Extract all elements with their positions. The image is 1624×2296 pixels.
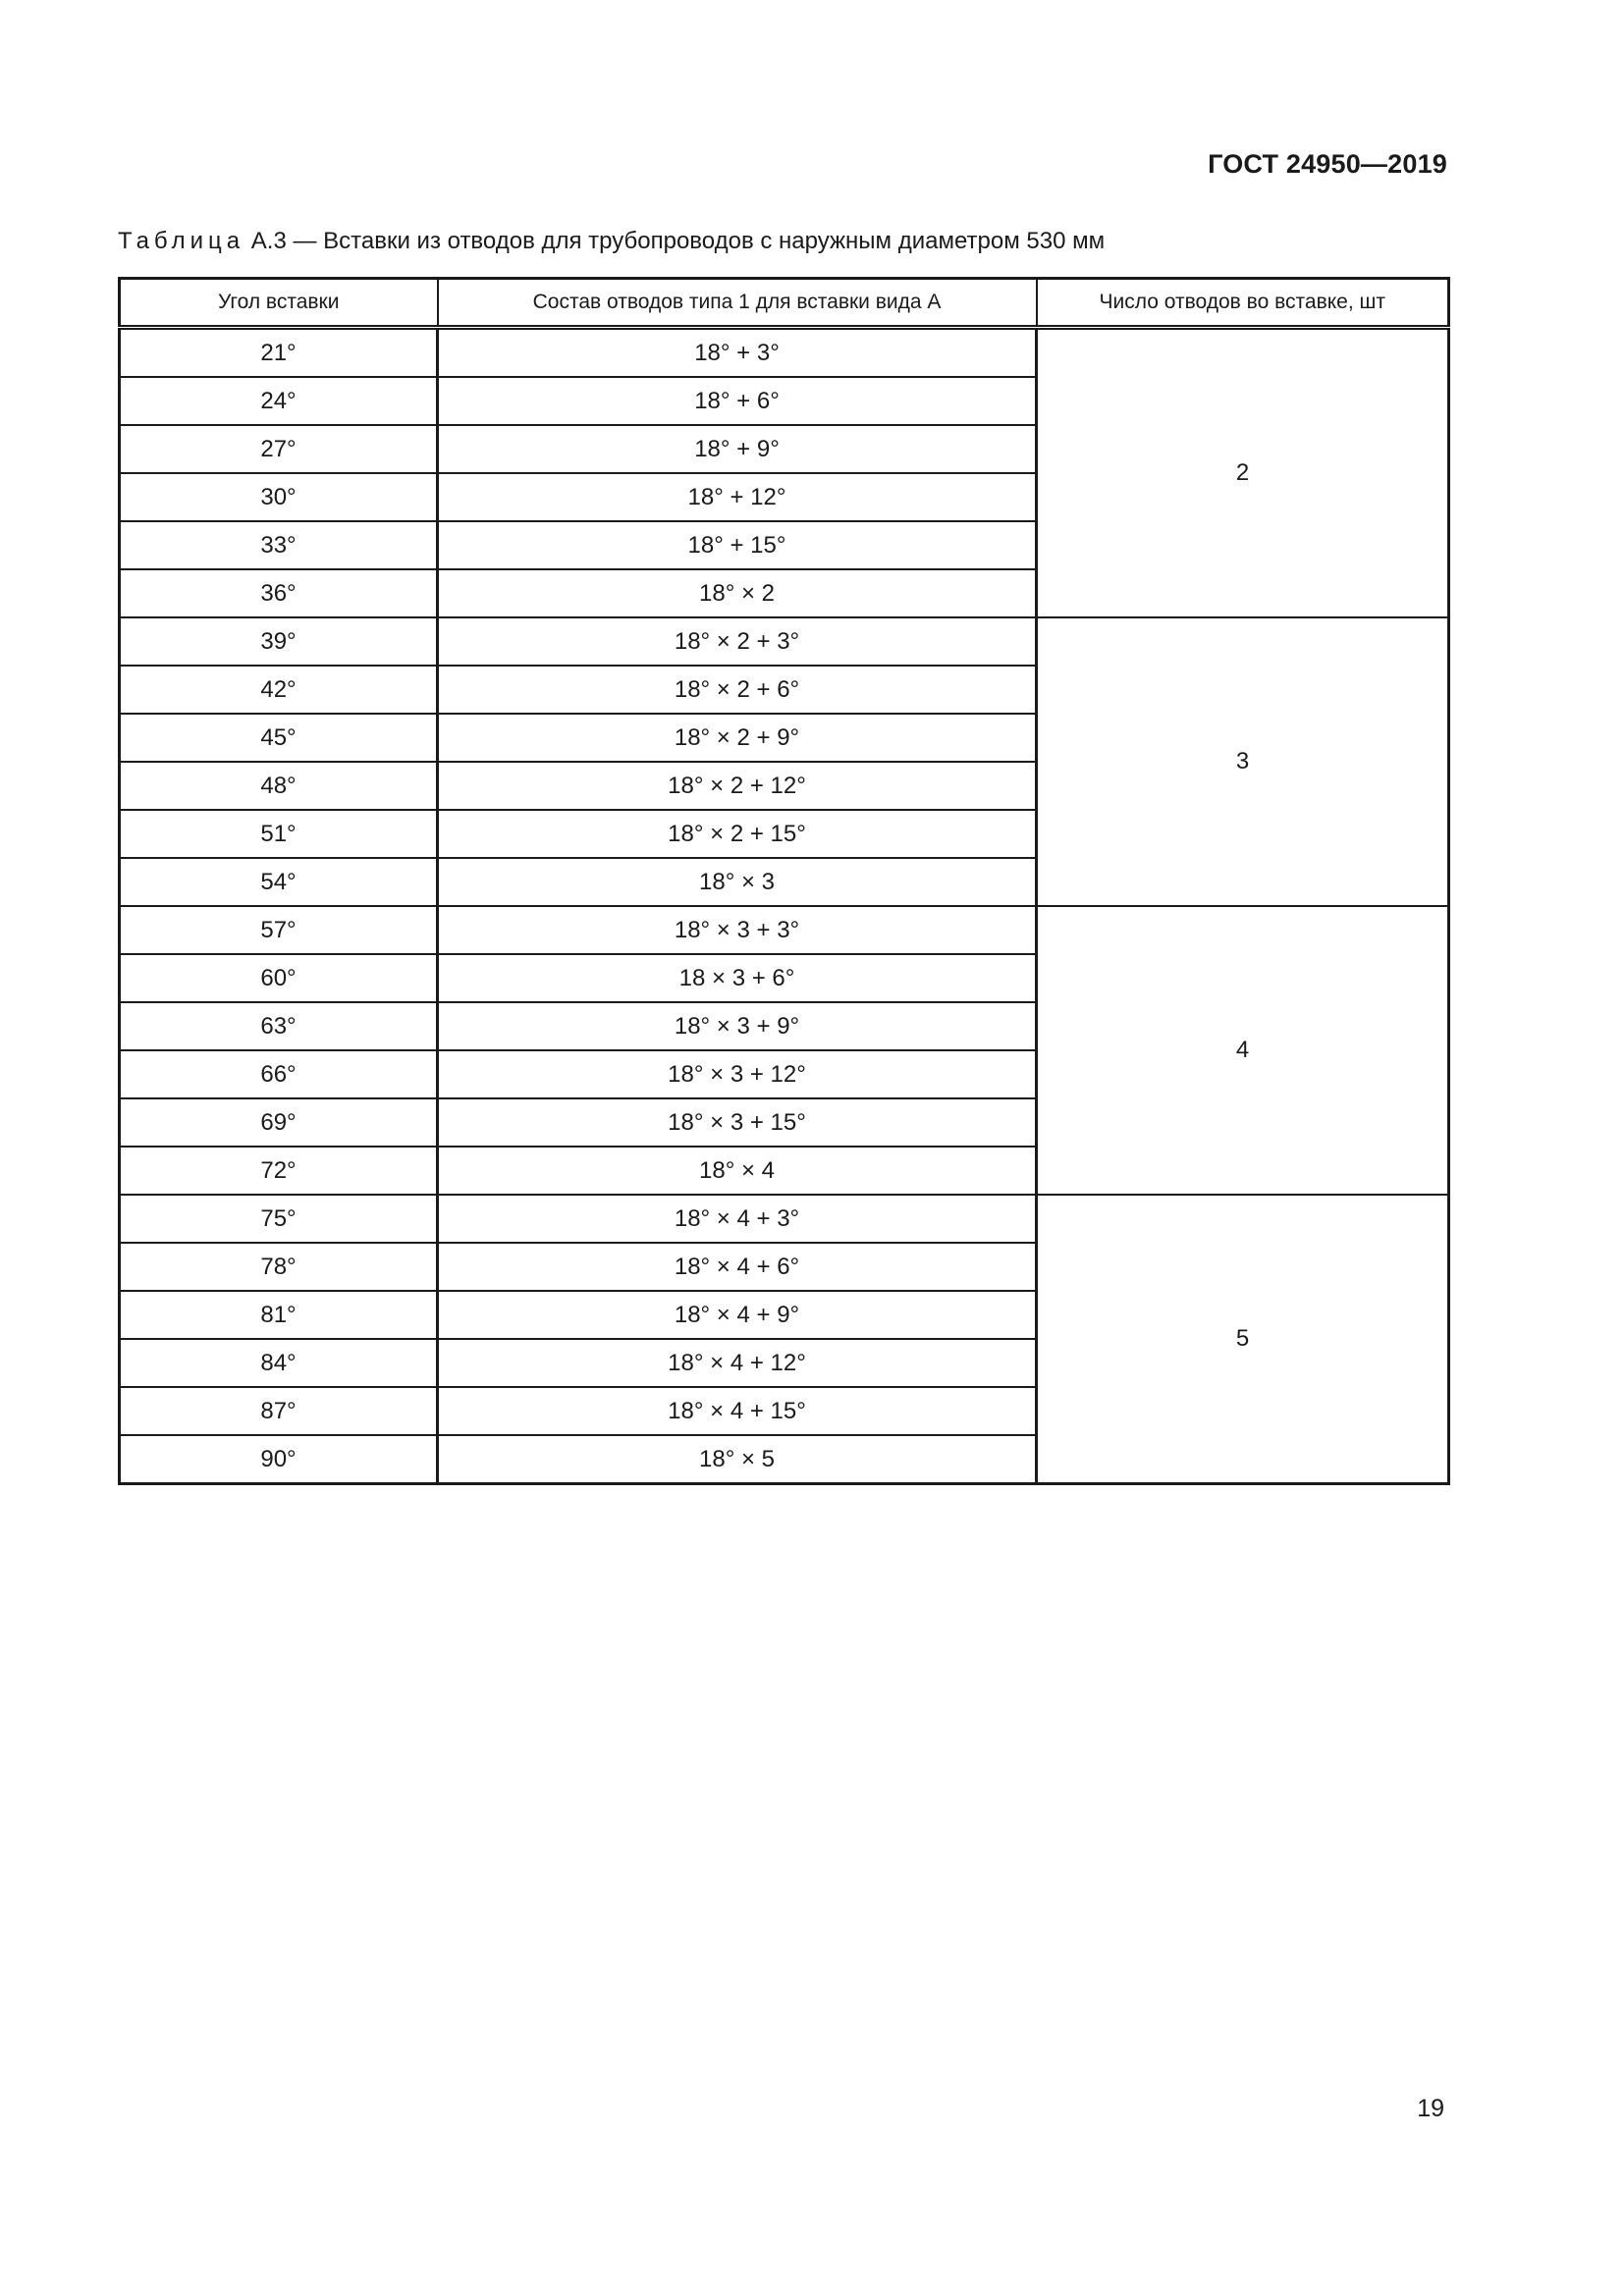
- cell-angle: 30°: [120, 473, 438, 521]
- cell-angle: 45°: [120, 714, 438, 762]
- cell-count: 3: [1037, 617, 1449, 906]
- cell-angle: 57°: [120, 906, 438, 954]
- cell-composition: 18° × 2 + 12°: [438, 762, 1037, 810]
- table-row: [120, 1195, 1449, 1243]
- cell-angle: 72°: [120, 1147, 438, 1195]
- cell-composition: 18° × 2: [438, 569, 1037, 617]
- cell-angle: 24°: [120, 377, 438, 425]
- cell-composition: 18° × 5: [438, 1435, 1037, 1484]
- cell-composition: 18° × 4 + 12°: [438, 1339, 1037, 1387]
- cell-angle: 90°: [120, 1435, 438, 1484]
- cell-composition: 18° × 4 + 15°: [438, 1387, 1037, 1435]
- cell-angle: 87°: [120, 1387, 438, 1435]
- cell-angle: 36°: [120, 569, 438, 617]
- cell-composition: 18° + 9°: [438, 425, 1037, 473]
- cell-angle: 84°: [120, 1339, 438, 1387]
- cell-angle: 66°: [120, 1050, 438, 1098]
- cell-angle: 42°: [120, 666, 438, 714]
- cell-angle: 69°: [120, 1098, 438, 1147]
- table-header-row: [120, 279, 1449, 328]
- cell-composition: 18° + 3°: [438, 328, 1037, 378]
- cell-composition: 18° × 3 + 15°: [438, 1098, 1037, 1147]
- table-body: [120, 328, 1449, 1484]
- table-container: [118, 277, 1447, 1485]
- table-row: [120, 328, 1449, 378]
- cell-composition: 18° × 4: [438, 1147, 1037, 1195]
- table-caption-text: А.3 — Вставки из отводов для трубопроводов с наружным диаметром 530 мм: [250, 228, 1106, 254]
- cell-angle: 51°: [120, 810, 438, 858]
- cell-angle: 63°: [120, 1002, 438, 1050]
- cell-composition: 18° + 6°: [438, 377, 1037, 425]
- table-row: [120, 617, 1449, 666]
- page-number: 19: [1417, 2095, 1444, 2122]
- cell-composition: 18° × 2 + 3°: [438, 617, 1037, 666]
- cell-composition: 18° × 4 + 6°: [438, 1243, 1037, 1291]
- table-caption: [118, 228, 1105, 255]
- column-header-composition: Состав отводов типа 1 для вставки вида А: [438, 279, 1037, 328]
- cell-composition: 18° × 2 + 15°: [438, 810, 1037, 858]
- cell-count: 4: [1037, 906, 1449, 1195]
- cell-composition: 18 × 3 + 6°: [438, 954, 1037, 1002]
- cell-count: 2: [1037, 328, 1449, 618]
- cell-composition: 18° × 3: [438, 858, 1037, 906]
- table-row: [120, 906, 1449, 954]
- cell-angle: 27°: [120, 425, 438, 473]
- cell-composition: 18° × 3 + 9°: [438, 1002, 1037, 1050]
- cell-composition: 18° × 3 + 12°: [438, 1050, 1037, 1098]
- table-caption-label: Таблица: [118, 228, 245, 254]
- cell-composition: 18° + 15°: [438, 521, 1037, 569]
- cell-angle: 48°: [120, 762, 438, 810]
- cell-angle: 39°: [120, 617, 438, 666]
- insert-table: [118, 277, 1450, 1485]
- cell-composition: 18° × 4 + 9°: [438, 1291, 1037, 1339]
- cell-angle: 78°: [120, 1243, 438, 1291]
- cell-angle: 75°: [120, 1195, 438, 1243]
- cell-composition: 18° × 3 + 3°: [438, 906, 1037, 954]
- cell-composition: 18° + 12°: [438, 473, 1037, 521]
- column-header-count: Число отводов во вставке, шт: [1037, 279, 1449, 328]
- cell-angle: 60°: [120, 954, 438, 1002]
- cell-angle: 54°: [120, 858, 438, 906]
- cell-count: 5: [1037, 1195, 1449, 1484]
- column-header-angle: Угол вставки: [120, 279, 438, 328]
- cell-composition: 18° × 2 + 9°: [438, 714, 1037, 762]
- document-code: ГОСТ 24950—2019: [1208, 149, 1447, 179]
- cell-composition: 18° × 4 + 3°: [438, 1195, 1037, 1243]
- cell-angle: 21°: [120, 328, 438, 378]
- cell-angle: 33°: [120, 521, 438, 569]
- cell-angle: 81°: [120, 1291, 438, 1339]
- cell-composition: 18° × 2 + 6°: [438, 666, 1037, 714]
